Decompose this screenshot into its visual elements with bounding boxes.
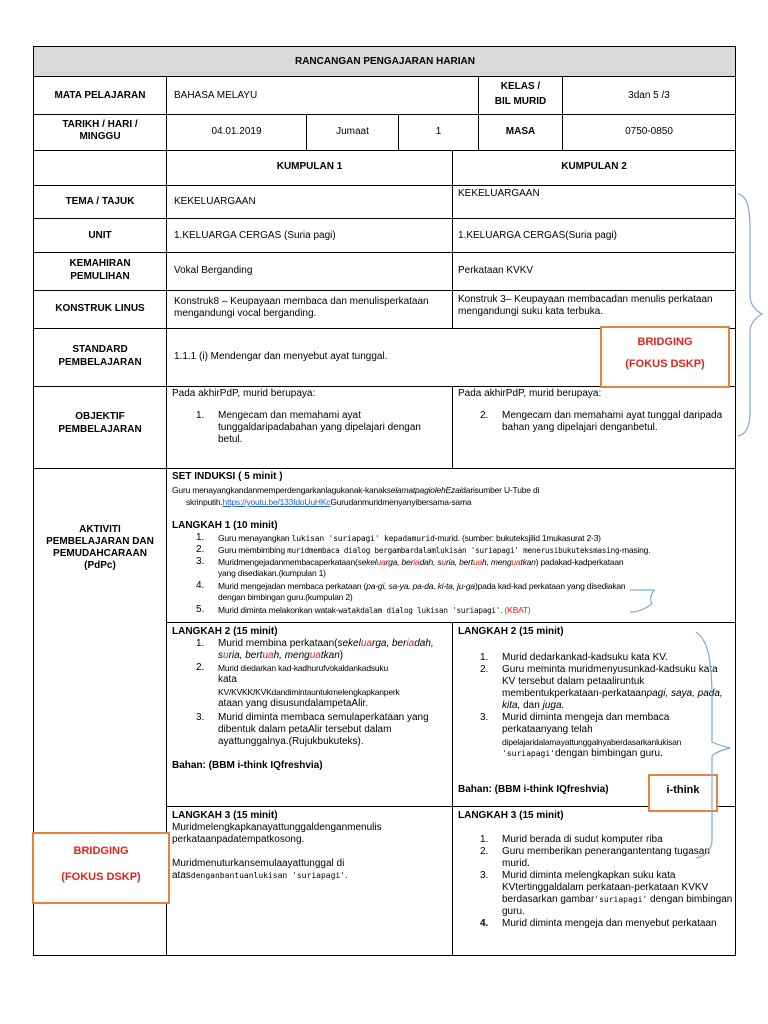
label-objektif-2: PEMBELAJARAN [58,424,142,435]
obj-1c: betul. [218,434,243,445]
l2k2-num-1: 1. [480,652,489,663]
l2k1-bahan: Bahan: (BBM i-think IQfreshvia) [172,760,323,771]
l2k2-item-2b: KV tersebut dalam petaaliruntuk [502,676,645,687]
label-aktiviti-4: (PdPc) [84,560,116,571]
w4b: ua [472,557,483,567]
induksi-heading: SET INDUKSI ( 5 minit ) [172,471,283,482]
value-tema-2: KEKELUARGAAN [458,188,540,199]
value-masa: 0750-0850 [625,126,673,137]
l1-num-4: 4. [196,580,205,591]
l2k1-1h: u [223,650,229,661]
l2k1-num-3: 3. [196,712,205,723]
obj-num-2: 2. [480,410,489,421]
l2k2-bahan: Bahan: (BBM i-think IQfreshvia) [458,784,609,795]
langkah3-k1-heading: LANGKAH 3 (15 minit) [172,810,278,821]
value-kemahiran-1: Vokal Berganding [174,265,253,276]
label-standard-2: PEMBELAJARAN [58,357,142,368]
w5b: ua [511,557,521,567]
l2k1-item-3a: Murid diminta membaca semulaperkataan yang [218,712,429,723]
l3k1-p1a: Muridmelengkapkanayattunggaldenganmenulis [172,822,382,833]
l2k1-num-1: 1. [196,638,205,649]
value-mata-pelajaran: BAHASA MELAYU [174,90,258,101]
l3k1-p1b: perkataanpadatempatkosong. [172,834,305,845]
label-masa: MASA [505,126,536,137]
label-aktiviti-2: PEMBELAJARAN DAN [46,536,154,547]
label-kemahiran-2: PEMULIHAN [70,271,130,282]
l2k1-1e: ia [406,638,415,649]
l1-1b: lukisan 'suriapagi' kepadamurid [291,534,435,543]
label-kelas-1: KELAS / [500,81,541,92]
l2k1-1i: ria, bert [228,650,263,661]
l2k1-1a: Murid membina perkataan( [218,638,338,649]
l3k2-item-4: Murid diminta mengeja dan menyebut perkataan [502,918,717,929]
l2k1-1c: ua [360,638,372,649]
label-tema: TEMA / TAJUK [65,196,135,207]
value-unit-2: 1.KELUARGA CERGAS(Suria pagi) [458,230,617,241]
label-aktiviti-1: AKTIVITI [79,524,121,535]
l3k2-3c: berdasarkan gambar [502,894,595,905]
l2k1-item-2d: ataan yang disusundalampetaAlir. [218,698,369,709]
langkah2-k1-heading: LANGKAH 2 (15 minit) [172,626,278,637]
obj-intro-1: Pada akhirPdP, murid berupaya: [172,388,316,399]
l2k1-1k: h, meng [273,650,310,661]
l3k2-num-3: 3. [480,870,489,881]
l3k2-item-3a: Murid diminta melengkapkan suku kata [502,870,676,881]
l2k1-1b: sekel [337,638,361,649]
label-aktiviti-3: PEMUDAHCARAAN [53,548,147,559]
l2k1-item-3c: ayattunggalnya.(Rujukbukuteks). [218,736,364,747]
w4c: h, meng [482,557,512,567]
w1b: ua [376,557,386,567]
bridging-bottom-label: BRIDGING [73,845,129,857]
w2b: ia [413,557,420,567]
l1-4b: pa-gi, sa-ya, pa-da, ki-ta, ju-ga [366,581,475,591]
l2k2-item-1: Murid dedarkankad-kadsuku kata KV. [502,652,668,663]
l3k2-item-3b: KVtertinggaldalam perkataan-perkataan KVKV [502,882,709,893]
w1c: rga, ber [385,557,414,567]
value-tarikh: 04.01.2019 [211,126,262,137]
w3b: u [441,557,446,567]
obj-2a: Mengecam dan memahami ayat tunggal daripada [502,410,723,421]
l3k2-num-1: 1. [480,834,489,845]
l2k2-2e: kita, [502,700,521,711]
label-unit: UNIT [88,230,112,241]
value-standard: 1.1.1 (i) Mendengar dan menyebut ayat tunggal. [174,351,388,362]
l1-num-5: 5. [196,604,205,615]
label-tarikh-2: MINGGU [79,131,121,142]
l1-1a: Guru menayangkan [218,533,292,543]
l1-item-3-cont: yang disediakan.(kumpulan 1) [218,568,326,578]
l2k2-item-3c: dipelajaridalamayattunggalnyaberdasarkanlukisan [502,737,682,747]
value-konstruk-2a: Konstruk 3– Keupayaan membacadan menulis perkataan [458,294,713,305]
l3k1-p2d: . [345,870,348,881]
page-title: RANCANGAN PENGAJARAN HARIAN [294,56,475,67]
value-unit-1: 1.KELUARGA CERGAS (Suria pagi) [174,230,336,241]
l1-4a: Murid mengejadan membaca perkataan ( [218,581,367,591]
l1-num-2: 2. [196,544,205,555]
label-kelas-2: BIL MURID [494,96,547,107]
l2k1-1f: dah, [414,638,434,649]
l2k1-item-2c: KV/KVKK/KVKdandimintauntukmelengkapkanperk [218,687,400,697]
curly-bracket-langkah1 [630,590,654,612]
l2k2-3e: dengan bimbingan guru. [554,748,663,759]
value-konstruk-1a: Konstruk8 – Keupayaan membaca dan menulisperkataan [174,296,429,307]
l1-4c: )pada kad-kad perkataan yang disediakan [474,581,626,591]
l2k1-1l: ua [309,650,321,661]
value-konstruk-2b: mengandungi suku kata terbuka. [458,306,604,317]
l3k2-3e: dengan bimbingan [647,894,733,905]
l2k1-item-2b: kata [218,674,237,685]
l3k2-3d: 'suriapagi' [594,895,648,904]
l1-5c: . [500,605,505,615]
label-objektif-1: OBJEKTIF [75,411,125,422]
label-tarikh-1: TARIKH / HARI / [62,119,138,130]
l1-3b: ) padakad-kadperkataan [535,557,624,567]
induksi-text-2: darisumber U-Tube di [461,485,540,495]
value-hari: Jumaat [336,126,369,137]
induksi-text-4: Gurudanmuridmenyanyibersama-sama [330,497,472,507]
value-konstruk-1b: mengandungi vocal berganding. [174,308,317,319]
value-minggu: 1 [435,126,442,137]
kbat-tag: (KBAT) [504,605,531,615]
l2k1-1j: ua [262,650,274,661]
induksi-text-1: Guru menayangkandanmemperdengarkanlagukanak-kanak [172,485,387,495]
l1-3a: Muridmengejadanmembacaperkataan( [218,557,358,567]
l3k1-p2a: Muridmenuturkansemulaayattunggal di [172,858,345,869]
l2k2-item-2a: Guru meminta muridmenyusunkad-kadsuku kata [502,664,718,675]
langkah2-k2-heading: LANGKAH 2 (15 minit) [458,626,564,637]
bridging-top-sub: (FOKUS DSKP) [625,358,705,370]
induksi-text-3: skrinputih. [186,497,223,507]
l2k1-1g: s [218,650,223,661]
l2k2-num-2: 2. [480,664,489,675]
youtube-link[interactable]: https://youtu.be/133IdoUuHKc [222,497,331,507]
obj-1b: tunggaldaripadabahan yang dipelajari dengan [218,422,421,433]
value-tema-1: KEKELUARGAAN [174,196,256,207]
l1-num-3: 3. [196,556,205,567]
w1a: sekel [357,557,377,567]
l1-5b: watakdalam dialog lukisan 'suriapagi' [338,606,501,615]
l3k2-num-4: 4. [480,918,489,929]
l3k1-p2c: denganbantuanlukisan 'suriapagi' [190,871,346,880]
l1-1c: -murid. (sumber: bukuteksjilid 1mukasurat 2-3) [434,533,601,543]
l2k1-num-2: 2. [196,662,205,673]
bridging-top-label: BRIDGING [637,336,693,348]
label-standard-1: STANDARD [72,344,128,355]
l3k1-p2b: atas [172,870,191,881]
l2k1-item-2a: Murid diedarkan kad-kadhurufvokaldankadsuku [218,663,389,673]
w3c: ria, bert [445,557,473,567]
l3k2-num-2: 2. [480,846,489,857]
l2k2-3d: 'suriapagi' [502,749,555,758]
l2k2-num-3: 3. [480,712,489,723]
langkah1-heading: LANGKAH 1 (10 minit) [172,520,278,531]
l2k1-1d: rga, ber [371,638,407,649]
value-kemahiran-2: Perkataan KVKV [458,265,534,276]
l1-2c: -masing. [619,545,651,555]
l3k2-item-2a: Guru memberikan penerangantentang tugasan [502,846,710,857]
l1-2a: Guru membimbing [218,545,288,555]
l1-num-1: 1. [196,532,205,543]
l1-5a: Murid diminta melakonkan watak- [218,605,339,615]
l2k1-1n: ) [339,650,344,661]
l3k2-item-3f: guru. [502,906,525,917]
kumpulan-1-heading: KUMPULAN 1 [276,161,343,172]
label-mata-pelajaran: MATA PELAJARAN [54,90,146,101]
bridging-bottom-sub: (FOKUS DSKP) [61,871,141,883]
value-kelas: 3dan 5 /3 [628,90,670,101]
obj-2b: bahan yang dipelajari denganbetul. [502,422,658,433]
l1-item-4-cont: dengan bimbingan guru.(kumpulan 2) [218,592,353,602]
label-konstruk: KONSTRUK LINUS [55,303,145,314]
obj-intro-2: Pada akhirPdP, murid berupaya: [458,388,602,399]
curly-bracket-top [738,194,762,436]
l2k2-2g: juga. [542,700,565,711]
l2k2-2f: dan [520,700,543,711]
obj-1a: Mengecam dan memahami ayat [218,410,361,421]
l2k1-1m: tkan [320,650,340,661]
l3k2-item-2b: murid. [502,858,530,869]
curly-bracket-ithink [696,632,730,858]
label-kemahiran-1: KEMAHIRAN [69,258,131,269]
obj-num-1: 1. [196,410,205,421]
ithink-label: i-think [666,784,700,796]
l2k1-item-3b: dibentuk dalam petaAlir tersebut dalam [218,724,392,735]
l2k2-item-3a: Murid diminta mengeja dan membaca [502,712,670,723]
kumpulan-2-heading: KUMPULAN 2 [561,161,627,172]
langkah3-k2-heading: LANGKAH 3 (15 minit) [458,810,564,821]
l2k2-2d: pagi, saya, pada, [646,688,723,699]
l1-2b: muridmembaca dialog bergambardalamlukisan 'suriapagi' menerusibukuteksmasing [287,546,620,555]
l3k2-item-1: Murid berada di sudut komputer riba [502,834,663,845]
w2c: dah, s [419,557,442,567]
l2k2-item-3b: perkataanyang telah [502,724,593,735]
induksi-song: selamatpagiolehEzai [386,485,462,495]
w5c: tkan [520,557,536,567]
l2k2-2c: membentukperkataan-perkataan [502,688,647,699]
